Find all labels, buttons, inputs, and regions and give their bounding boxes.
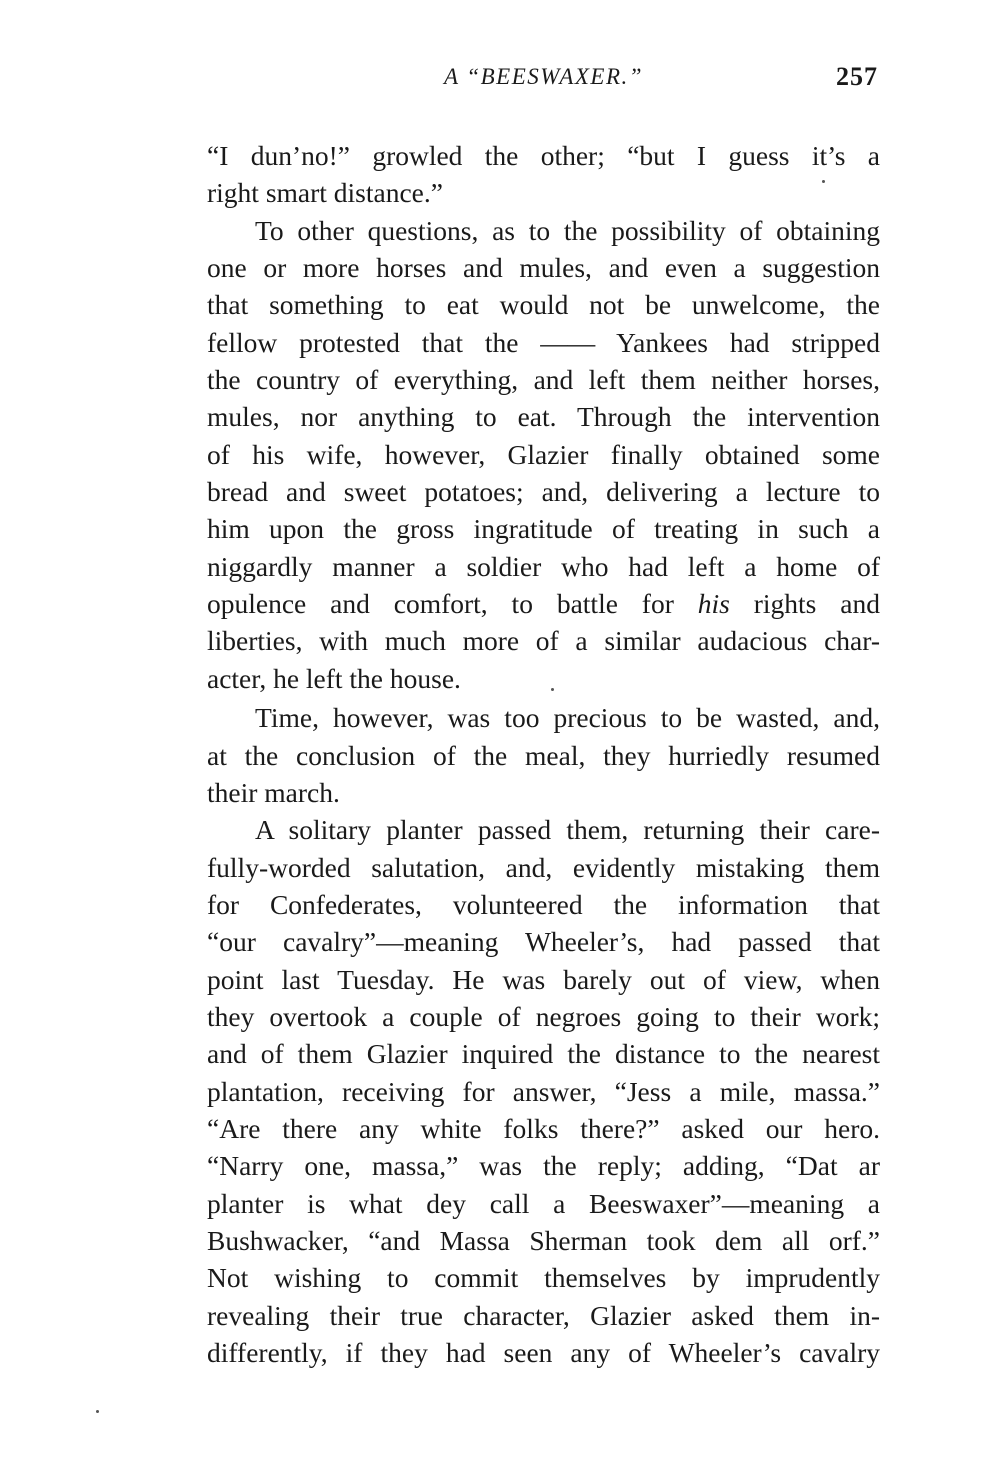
text-line: point last Tuesday. He was barely out of view, when — [207, 963, 880, 995]
text-line: planter is what dey call a Beeswaxer”—meaning a — [207, 1187, 880, 1219]
text-line: Not wishing to commit themselves by imprudently — [207, 1262, 880, 1294]
text-line: revealing their true character, Glazier asked them in- — [207, 1299, 880, 1331]
text-line: To other questions, as to the possibility of obtaining — [255, 214, 880, 246]
text-line: the country of everything, and left them neither horses, — [207, 364, 880, 396]
text-line: “Narry one, massa,” was the reply; adding, “Dat ar — [207, 1150, 880, 1182]
text-line: “Are there any white folks there?” asked our hero. — [207, 1112, 880, 1144]
text-line: and of them Glazier inquired the distance to the nearest — [207, 1038, 880, 1070]
text-segment: rights and — [729, 588, 880, 620]
text-line: fully-worded salutation, and, evidently mistaking them — [207, 851, 880, 883]
text-line: “I dun’no!” growled the other; “but I guess it’s a — [207, 140, 880, 171]
text-line: him upon the gross ingratitude of treating in such a — [207, 513, 880, 545]
text-line: right smart distance.” — [207, 177, 443, 209]
text-line: bread and sweet potatoes; and, delivering a lecture to — [207, 476, 880, 508]
text-line: they overtook a couple of negroes going to their work; — [207, 1000, 880, 1032]
page-header — [207, 58, 880, 94]
text-line: fellow protested that the —— Yankees had stripped — [207, 326, 880, 358]
text-line: one or more horses and mules, and even a suggestion — [207, 252, 880, 284]
body-text — [207, 137, 880, 1371]
speck-mark — [96, 1410, 99, 1413]
text-line: mules, nor anything to eat. Through the intervention — [207, 401, 880, 433]
text-line: for Confederates, volunteered the information that — [207, 888, 880, 920]
speck-mark — [551, 688, 554, 691]
page-number: 257 — [836, 62, 878, 91]
speck-mark — [822, 180, 825, 183]
text-line: at the conclusion of the meal, they hurriedly resumed — [207, 739, 880, 771]
text-line: Time, however, was too precious to be wasted, and, — [255, 702, 880, 734]
text-line: plantation, receiving for answer, “Jess a mile, massa.” — [207, 1075, 880, 1107]
text-line: that something to eat would not be unwelcome, the — [207, 289, 880, 321]
text-line: Bushwacker, “and Massa Sherman took dem all orf.” — [207, 1224, 880, 1256]
text-line: differently, if they had seen any of Wheeler’s cavalry — [207, 1337, 880, 1368]
text-line: niggardly manner a soldier who had left a home of — [207, 550, 880, 582]
text-line: “our cavalry”—meaning Wheeler’s, had passed that — [207, 926, 880, 958]
italic-word: his — [697, 588, 730, 620]
text-line — [207, 585, 880, 622]
running-title: A “BEESWAXER.” — [443, 64, 644, 89]
text-segment: opulence and comfort, to battle for — [207, 588, 698, 620]
text-line: A solitary planter passed them, returning their care- — [255, 814, 880, 846]
text-line: of his wife, however, Glazier finally obtained some — [207, 438, 880, 470]
text-line: acter, he left the house. — [207, 662, 461, 694]
text-line: liberties, with much more of a similar audacious char- — [207, 625, 880, 657]
text-line: their march. — [207, 776, 340, 808]
